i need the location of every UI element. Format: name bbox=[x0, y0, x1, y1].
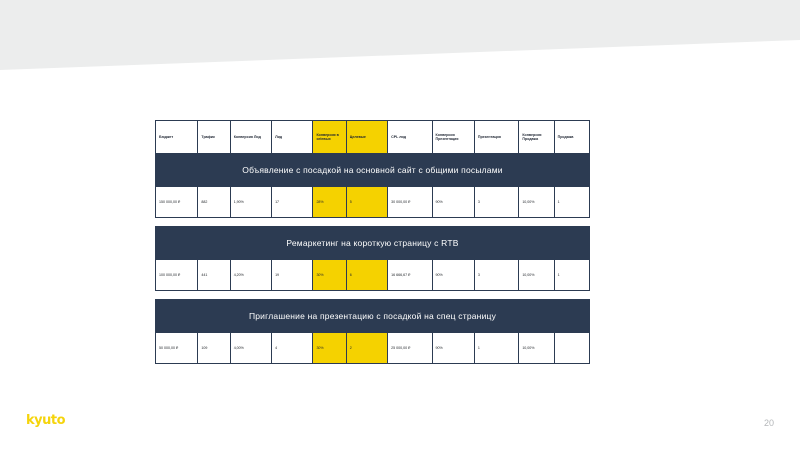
cell-target-conversion: 30% bbox=[313, 260, 346, 291]
cell-target-conversion: 30% bbox=[313, 333, 346, 364]
header-cell-presentations: Презентация bbox=[474, 121, 518, 154]
cell-lead-conversion: 4,20% bbox=[230, 260, 271, 291]
cell-lead-conversion: 1,90% bbox=[230, 187, 271, 218]
metrics-table bbox=[155, 120, 590, 364]
cell-sales: 1 bbox=[554, 260, 589, 291]
cell-target-conversion: 28% bbox=[313, 187, 346, 218]
row-spacer bbox=[156, 291, 590, 300]
cell-cpl: 30 000,00 ₽ bbox=[388, 187, 432, 218]
cell-sale-conversion: 10,00% bbox=[519, 260, 554, 291]
header-cell-sale-conversion: Конверсия Продажа bbox=[519, 121, 554, 154]
table-row bbox=[156, 333, 590, 364]
table-row bbox=[156, 260, 590, 291]
cell-presentation-conversion: 90% bbox=[432, 187, 474, 218]
cell-presentations: 3 bbox=[474, 260, 518, 291]
cell-sale-conversion: 10,00% bbox=[519, 333, 554, 364]
cell-budget: 100 000,00 ₽ bbox=[156, 260, 198, 291]
cell-traffic: 109 bbox=[198, 333, 230, 364]
cell-budget: 50 000,00 ₽ bbox=[156, 333, 198, 364]
section-title-3: Приглашение на презентацию с посадкой на спец страницу bbox=[156, 300, 590, 333]
cell-presentations: 3 bbox=[474, 187, 518, 218]
row-spacer bbox=[156, 218, 590, 227]
section-title-row bbox=[156, 154, 590, 187]
header-cell-budget: Бюджет bbox=[156, 121, 198, 154]
table-header-row bbox=[156, 121, 590, 154]
cell-sales bbox=[554, 333, 589, 364]
header-cell-leads: Лид bbox=[272, 121, 313, 154]
page-number: 20 bbox=[763, 418, 774, 428]
metrics-table-container bbox=[155, 120, 590, 364]
cell-budget: 150 000,00 ₽ bbox=[156, 187, 198, 218]
cell-sales: 1 bbox=[554, 187, 589, 218]
cell-presentation-conversion: 90% bbox=[432, 333, 474, 364]
header-cell-lead-conversion: Конверсия Лид bbox=[230, 121, 271, 154]
header-cell-traffic: Трафик bbox=[198, 121, 230, 154]
header-cell-cpl: CPL лид bbox=[388, 121, 432, 154]
cell-traffic: 441 bbox=[198, 260, 230, 291]
cell-cpl: 16 666,67 ₽ bbox=[388, 260, 432, 291]
header-band bbox=[0, 0, 800, 70]
cell-cpl: 25 000,00 ₽ bbox=[388, 333, 432, 364]
section-title-1: Объявление с посадкой на основной сайт с общими посылами bbox=[156, 154, 590, 187]
header-cell-sales: Продажа bbox=[554, 121, 589, 154]
header-cell-targets: Целевые bbox=[346, 121, 387, 154]
header-cell-presentation-conversion: Конверсия Презентация bbox=[432, 121, 474, 154]
cell-leads: 19 bbox=[272, 260, 313, 291]
cell-targets: 2 bbox=[346, 333, 387, 364]
cell-sale-conversion: 10,00% bbox=[519, 187, 554, 218]
cell-lead-conversion: 4,00% bbox=[230, 333, 271, 364]
section-title-row bbox=[156, 227, 590, 260]
table-row bbox=[156, 187, 590, 218]
cell-presentations: 1 bbox=[474, 333, 518, 364]
cell-targets: 6 bbox=[346, 260, 387, 291]
cell-leads: 4 bbox=[272, 333, 313, 364]
cell-traffic: 882 bbox=[198, 187, 230, 218]
cell-presentation-conversion: 90% bbox=[432, 260, 474, 291]
cell-leads: 17 bbox=[272, 187, 313, 218]
cell-targets: 5 bbox=[346, 187, 387, 218]
section-title-row bbox=[156, 300, 590, 333]
section-title-2: Ремаркетинг на короткую страницу с RTB bbox=[156, 227, 590, 260]
brand-logo: kyuto bbox=[26, 413, 66, 428]
header-cell-target-conversion: Конверсия в celевых bbox=[313, 121, 346, 154]
